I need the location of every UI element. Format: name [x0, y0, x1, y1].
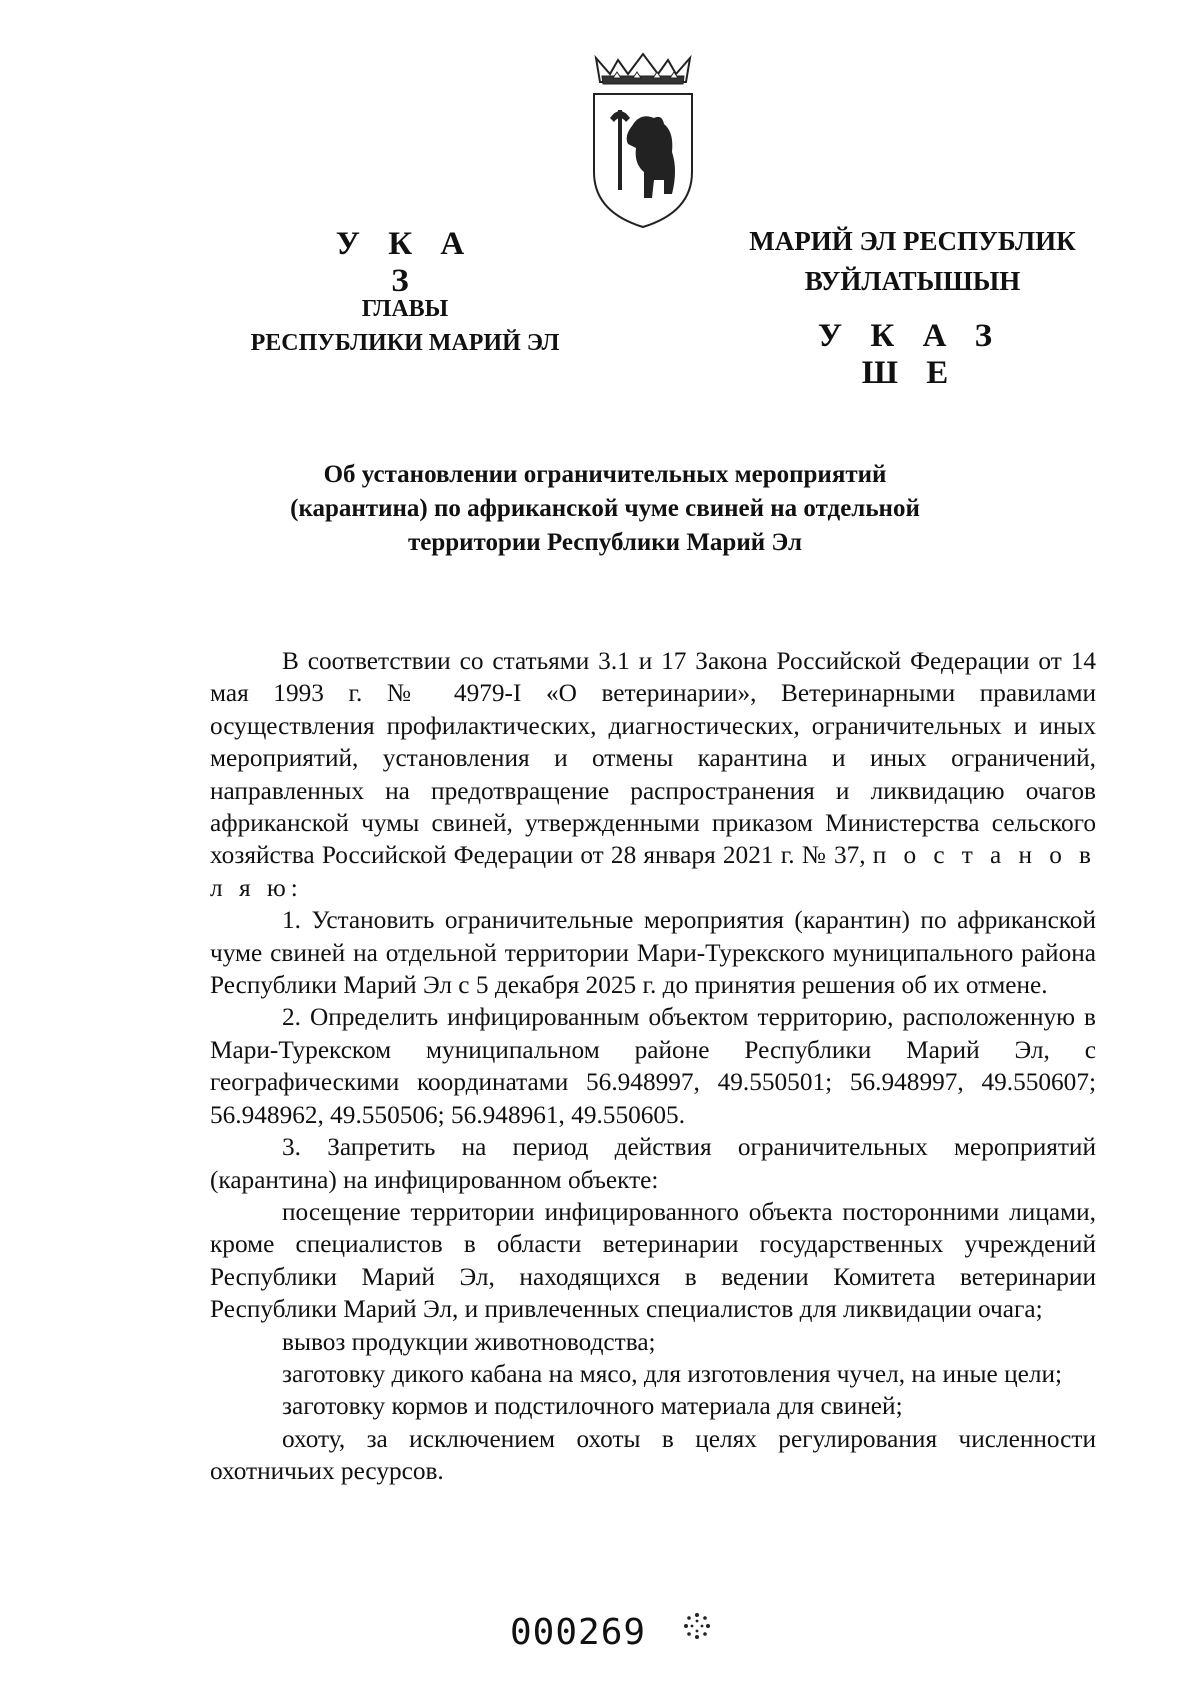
decree-title-ru: У К А З — [335, 226, 475, 299]
prohibition-2: вывоз продукции животноводства; — [282, 1327, 656, 1356]
issuer-line-2: РЕСПУБЛИКИ МАРИЙ ЭЛ — [250, 330, 560, 356]
decree-issuer-mari — [715, 221, 1110, 301]
preamble-text: В соответствии со статьями 3.1 и 17 Закона Российской Федерации от 14 мая 1993 г. № 4979-I «О ветеринарии», Ветеринарными правилами осуществления профилактических, диагностических, ограничительных и иных мероприятий, установления и отмены карантина и иных ограничений, направленных на предотвращение распространения и ликвидацию очагов африканской чумы свиней, утвержденными приказом Министерства сельского хозяйства Российской Федерации от 28 января 2021 г. № 37, — [210, 647, 1096, 870]
decree-title-mari: У К А З Ш Е — [817, 318, 1003, 391]
document-title — [240, 458, 970, 560]
resolve-text: п о с т а н о в л я ю: — [210, 841, 1096, 902]
prohibition-5: охоту, за исключением охоты в целях регулирования численности охотничьих ресурсов. — [210, 1424, 1096, 1486]
preamble-paragraph — [210, 645, 1096, 904]
crown-icon — [596, 54, 690, 84]
decree-issuer-ru — [190, 292, 620, 360]
prohibition-4: заготовку кормов и подстилочного материала для свиней; — [282, 1392, 903, 1421]
prohibition-3: заготовку дикого кабана на мясо, для изготовления чучел, на иные цели; — [282, 1359, 1063, 1388]
title-line-2: (карантина) по африканской чуме свиней на отдельной — [290, 495, 920, 522]
prohibition-1: посещение территории инфицированного объекта посторонними лицами, кроме специалистов в области ветеринарии государственных учреждений Республики Марий Эл, находящихся в ведении Комитета ветеринарии Республики Марий Эл, и привлеченных специалистов для ликвидации очага; — [210, 1197, 1096, 1324]
title-line-1: Об установлении ограничительных мероприятий — [323, 461, 887, 488]
asterisk-dots-icon — [683, 1612, 711, 1640]
item-1: 1. Установить ограничительные мероприятия (карантин) по африканской чуме свиней на отдельной территории Мари-Турекского муниципального района Республики Марий Эл с 5 декабря 2025 г. до принятия решения об их отмене. — [210, 906, 1096, 1000]
item-2: 2. Определить инфицированным объектом территорию, расположенную в Мари-Турекском муниципальном районе Республики Марий Эл, с географическими координатами 56.948997, 49.550501; 56.948997, 49.550607; 56.948962, 49.550506; 56.948961, 49.550605. — [210, 1003, 1096, 1129]
coat-of-arms-emblem — [588, 52, 698, 232]
document-number: 000269 — [510, 1612, 647, 1653]
title-line-3: территории Республики Марий Эл — [407, 529, 803, 556]
issuer-line-1: ГЛАВЫ — [361, 296, 449, 322]
item-3: 3. Запретить на период действия ограничительных мероприятий (карантина) на инфицированном объекте: — [210, 1133, 1096, 1194]
mari-line-2: ВУЙЛАТЫШЫН — [804, 266, 1021, 296]
document-body — [210, 645, 1096, 1488]
mari-line-1: МАРИЙ ЭЛ РЕСПУБЛИК — [749, 226, 1076, 256]
